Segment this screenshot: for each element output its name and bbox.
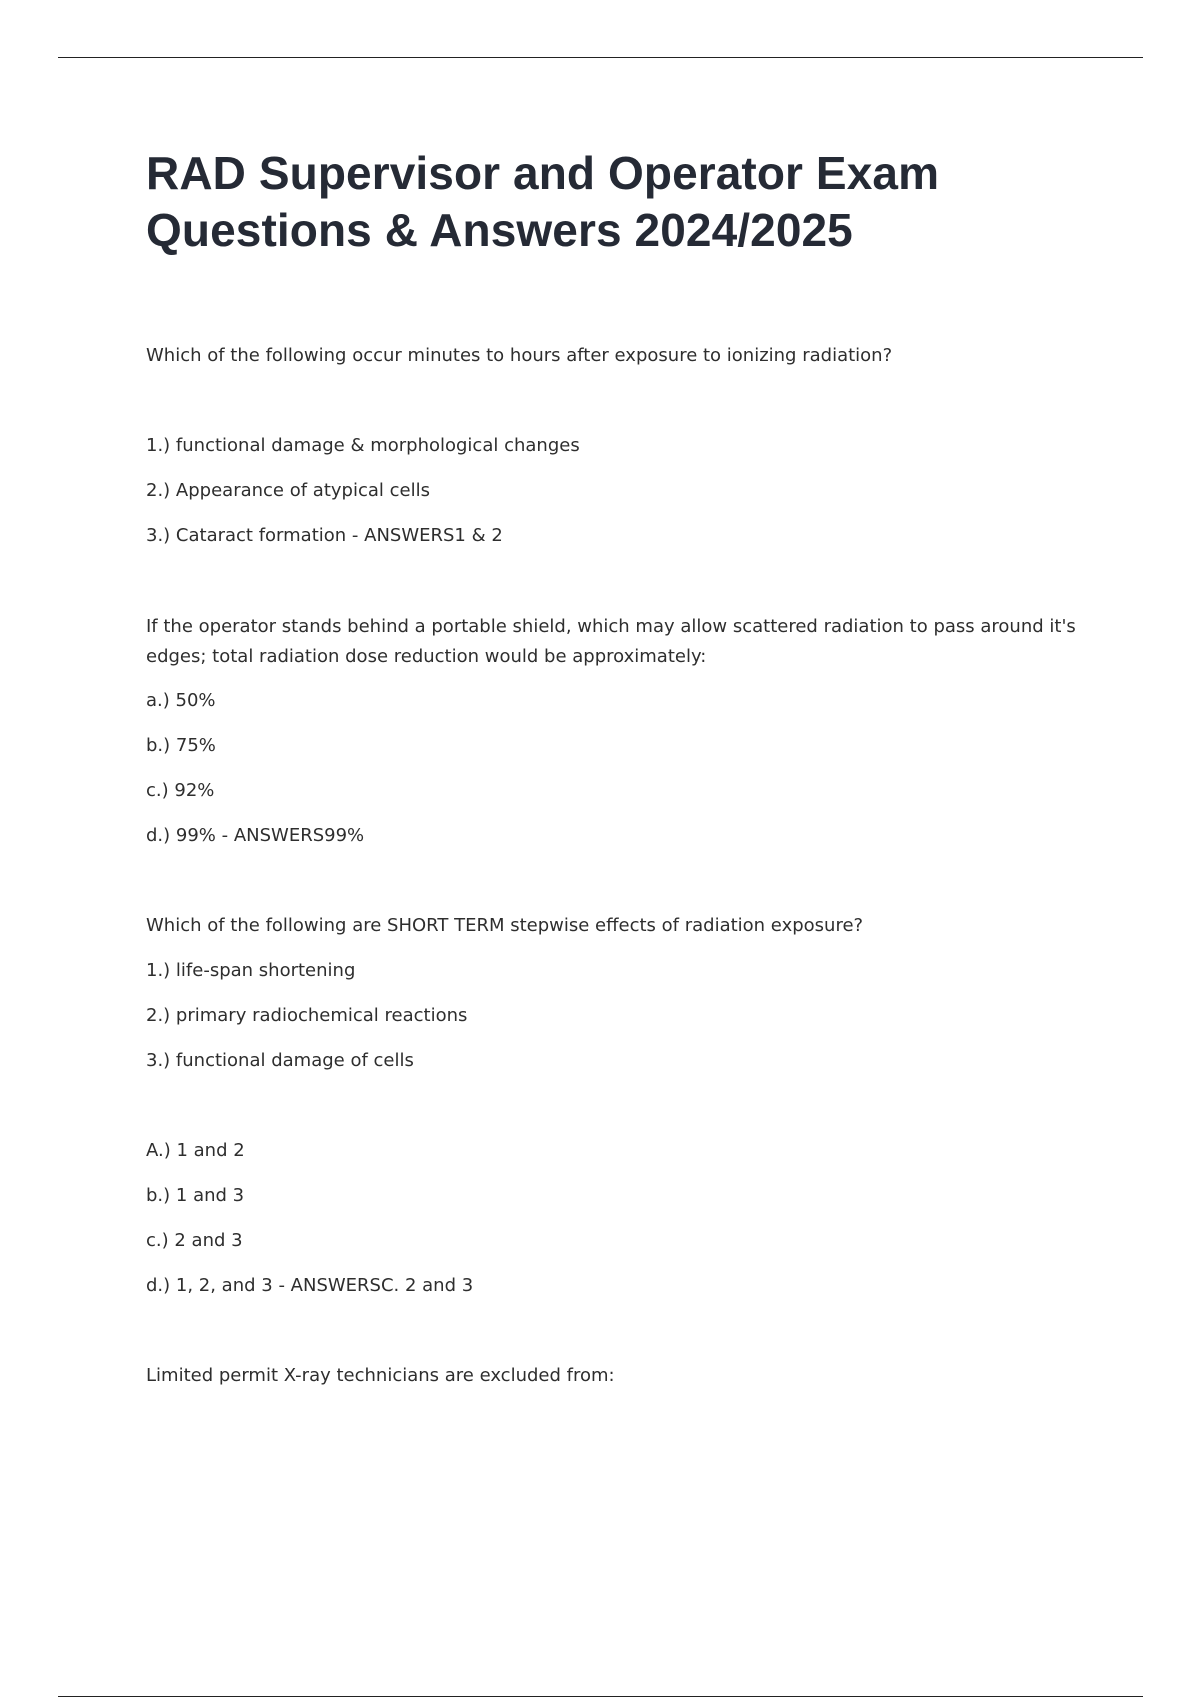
choice-item: A.) 1 and 2 xyxy=(146,1140,245,1161)
option-item: 1.) functional damage & morphological changes xyxy=(146,435,580,456)
document-body xyxy=(146,342,1081,1407)
spacer xyxy=(146,867,1081,912)
option-item: 2.) primary radiochemical reactions xyxy=(146,1005,468,1026)
question-text: Which of the following occur minutes to hours after exposure to ionizing radiation? xyxy=(146,345,893,366)
option-item: a.) 50% xyxy=(146,690,216,711)
bottom-divider xyxy=(58,1696,1143,1697)
question-text: If the operator stands behind a portable shield, which may allow scattered radiation to pass around it's edges; total radiation dose reduction would be approximately: xyxy=(146,616,1076,667)
title-line-2: Questions & Answers 2024/2025 xyxy=(146,204,853,256)
option-item: 3.) functional damage of cells xyxy=(146,1050,414,1071)
option-item: c.) 92% xyxy=(146,780,215,801)
spacer xyxy=(146,1317,1081,1362)
choice-item: c.) 2 and 3 xyxy=(146,1230,243,1251)
document-title xyxy=(146,145,1106,259)
spacer xyxy=(146,567,1081,612)
option-item: d.) 99% - ANSWERS99% xyxy=(146,825,365,846)
top-divider xyxy=(58,57,1143,58)
title-line-1: RAD Supervisor and Operator Exam xyxy=(146,147,940,199)
choice-item: b.) 1 and 3 xyxy=(146,1185,245,1206)
spacer xyxy=(146,387,1081,432)
option-item: b.) 75% xyxy=(146,735,216,756)
choice-item: d.) 1, 2, and 3 - ANSWERSC. 2 and 3 xyxy=(146,1275,474,1296)
option-item: 2.) Appearance of atypical cells xyxy=(146,480,430,501)
option-item: 3.) Cataract formation - ANSWERS1 & 2 xyxy=(146,525,503,546)
option-item: 1.) life-span shortening xyxy=(146,960,356,981)
question-text: Which of the following are SHORT TERM stepwise effects of radiation exposure? xyxy=(146,915,864,936)
spacer xyxy=(146,1092,1081,1137)
question-text: Limited permit X-ray technicians are excluded from: xyxy=(146,1365,615,1386)
